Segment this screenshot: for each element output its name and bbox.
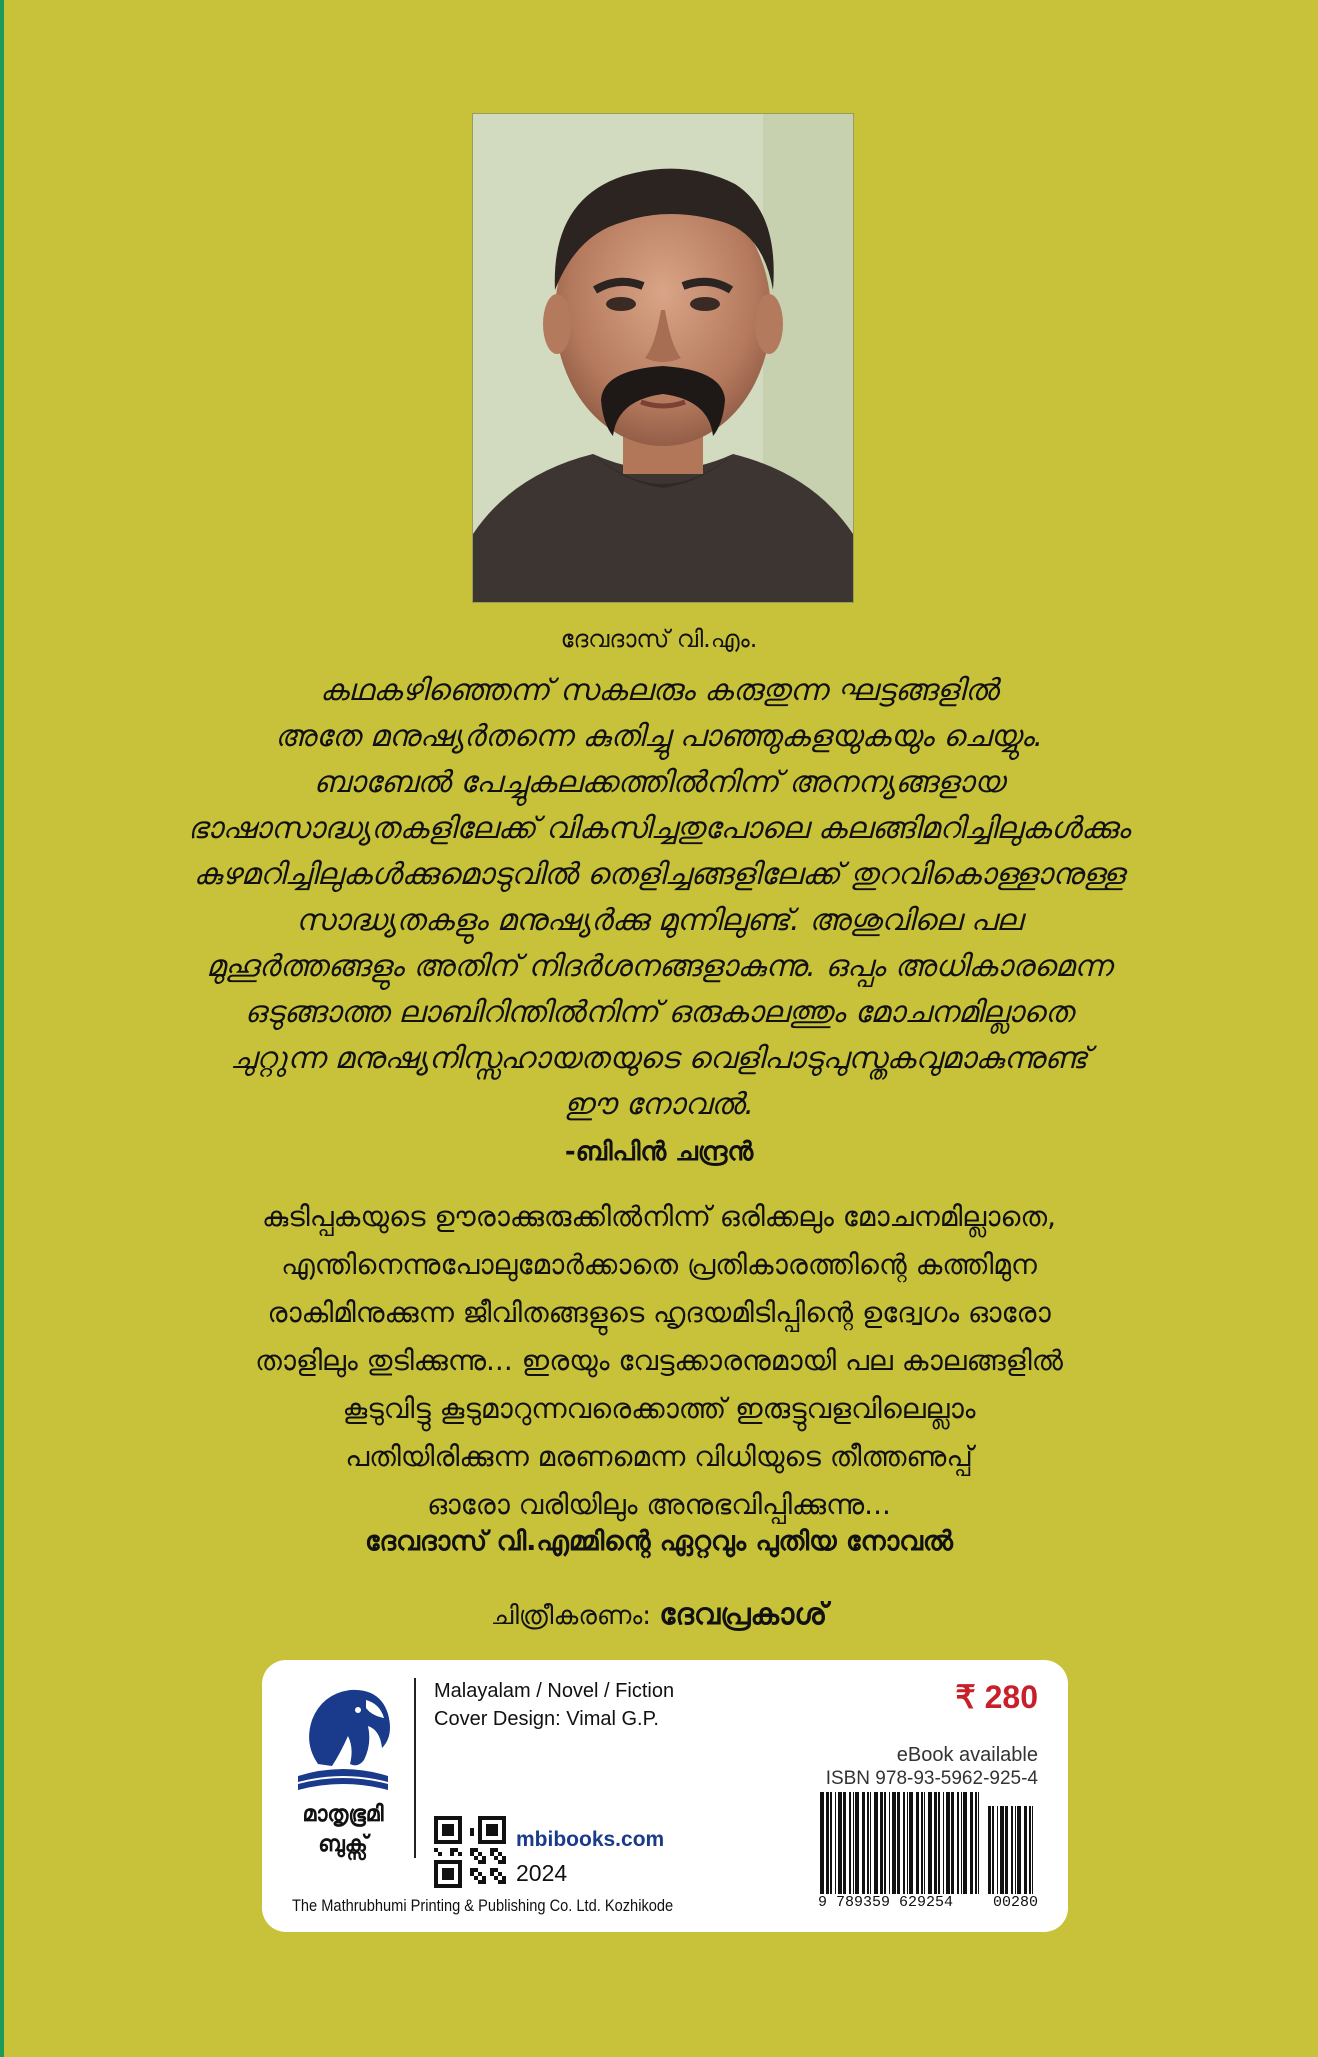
blurb-line: കൂടുവിട്ടു കൂടുമാറുന്നവരെക്കാത്ത് ഇരുട്ടുവളവിലെല്ലാം	[342, 1392, 976, 1425]
blurb-line: എന്തിനെന്നുപോലുമോർക്കാതെ പ്രതികാരത്തിന്റെ കത്തിമുന	[281, 1248, 1037, 1281]
logo-text-line: ബുക്സ്	[318, 1832, 368, 1857]
publisher-website: mbibooks.com	[516, 1828, 665, 1851]
publication-year: 2024	[516, 1860, 568, 1886]
blurb-line: താളിലും തുടിക്കുന്നു... ഇരയും വേട്ടക്കാരനുമായി പല കാലങ്ങളിൽ	[255, 1344, 1063, 1377]
blurb-line: കുടിപ്പകയുടെ ഊരാക്കുരുക്കിൽനിന്ന് ഒരിക്കലും മോചനമില്ലാതെ,	[261, 1200, 1056, 1233]
quote-line: ബാബേൽ പേച്ചുകലക്കത്തിൽനിന്ന് അനന്യങ്ങളായ	[313, 765, 1005, 800]
quote-line: കുഴമറിച്ചിലുകൾക്കുമൊടുവിൽ തെളിച്ചങ്ങളിലേക്ക് തുറവികൊള്ളാനുള്ള	[193, 857, 1125, 892]
quote-line: അതേ മനുഷ്യർതന്നെ കുതിച്ചു പാഞ്ഞുകളയുകയും ചെയ്യും.	[274, 719, 1044, 754]
illustration-label: ചിത്രീകരണം:	[490, 1601, 651, 1631]
barcode-main-number: 9 789359 629254	[818, 1894, 954, 1911]
author-photo	[472, 113, 854, 603]
author-name-caption: ദേവദാസ് വി.എം.	[560, 625, 758, 653]
quote-line: ചുറ്റുന്ന മനുഷ്യനിസ്സഹായതയുടെ വെളിപാടുപുസ്തകവുമാകുന്നുണ്ട്	[230, 1041, 1088, 1076]
qr-code-icon	[434, 1816, 506, 1888]
quote-line: ഈ നോവൽ.	[564, 1087, 754, 1122]
blurb-line: പതിയിരിക്കുന്ന മരണമെന്ന വിധിയുടെ തീത്തണുപ്പ്	[345, 1440, 973, 1473]
publisher-info-panel	[262, 1660, 1068, 1932]
vertical-divider	[414, 1678, 416, 1858]
quote-line: സാദ്ധ്യതകളും മനുഷ്യർക്കു മുന്നിലുണ്ട്. അശുവിലെ പല	[296, 903, 1022, 938]
edge-strip	[0, 0, 4, 2057]
book-blurb	[110, 1193, 1208, 1529]
book-price: ₹ 280	[955, 1679, 1038, 1715]
illustration-credit	[0, 1597, 1318, 1632]
ebook-availability: eBook available	[896, 1744, 1038, 1766]
logo-text-line: മാതൃഭൂമി	[302, 1802, 384, 1827]
blurb-line: രാകിമിനുക്കുന്ന ജീവിതങ്ങളുടെ ഹൃദയമിടിപ്പിന്റെ ഉദ്വേഗം ഓരോ	[267, 1296, 1051, 1329]
publisher-name: The Mathrubhumi Printing & Publishing Co. Ltd. Kozhikode	[292, 1896, 674, 1915]
quote-line: മുഹൂർത്തങ്ങളും അതിന് നിദർശനങ്ങളാകുന്നു. ഒപ്പം അധികാരമെന്ന	[206, 949, 1112, 984]
elephant-logo-icon	[288, 1678, 398, 1798]
isbn-number: ISBN 978-93-5962-925-4	[825, 1768, 1038, 1789]
quote-line: ഒടുങ്ങാത്ത ലാബിറിന്തിൽനിന്ന് ഒരുകാലത്തും മോചനമില്ലാതെ	[244, 995, 1074, 1030]
book-category: Malayalam / Novel / Fiction	[434, 1680, 675, 1702]
cover-design-credit: Cover Design: Vimal G.P.	[434, 1708, 659, 1730]
illustrator-name: ദേവപ്രകാശ്	[659, 1597, 828, 1632]
review-quote	[110, 668, 1208, 1128]
blurb-line: ഓരോ വരിയിലും അനുഭവിപ്പിക്കുന്നു...	[427, 1488, 891, 1521]
barcode-numbers	[818, 1894, 1038, 1911]
quote-line: ഭാഷാസാദ്ധ്യതകളിലേക്ക് വികസിച്ചതുപോലെ കലങ്ങിമറിച്ചിലുകൾക്കും	[187, 811, 1131, 846]
publisher-logo-text	[288, 1800, 398, 1860]
tagline: ദേവദാസ് വി.എമ്മിന്റെ ഏറ്റവും പുതിയ നോവൽ	[364, 1526, 954, 1557]
barcode-icon	[818, 1792, 1038, 1894]
barcode-addon-number: 00280	[992, 1894, 1038, 1911]
quote-attribution: -ബിപിൻ ചന്ദ്രൻ	[564, 1137, 754, 1167]
quote-line: കഥകഴിഞ്ഞെന്ന് സകലരും കരുതുന്ന ഘട്ടങ്ങളിൽ	[319, 673, 999, 708]
